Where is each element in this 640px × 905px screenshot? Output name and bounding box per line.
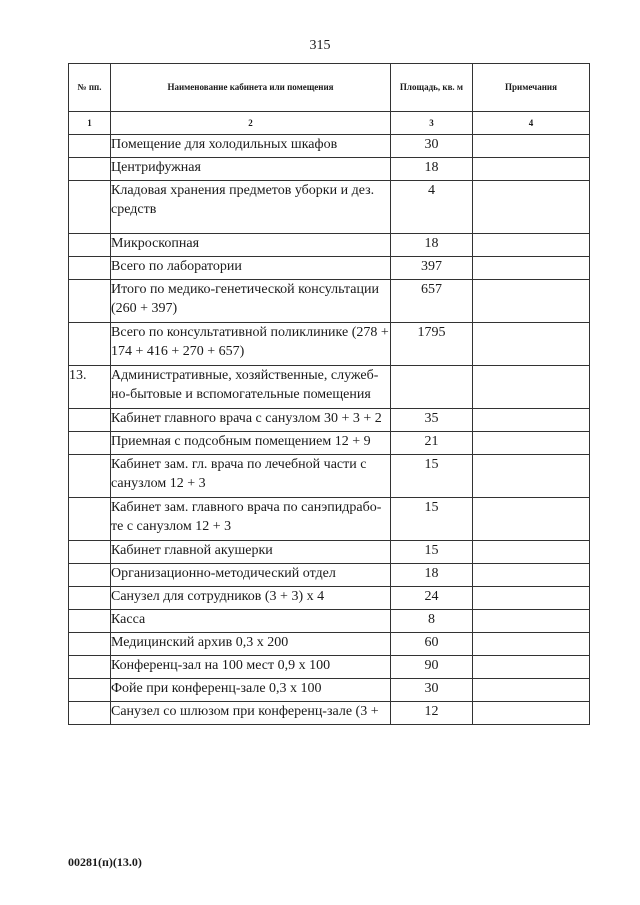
row-index-cell: [69, 181, 111, 234]
notes-cell: [473, 633, 590, 656]
row-index-cell: [69, 633, 111, 656]
column-number-row: [69, 112, 590, 135]
row-index-cell: [69, 455, 111, 498]
area-cell: 30: [391, 679, 473, 702]
table-row: [69, 366, 590, 409]
table-row: [69, 257, 590, 280]
area-cell: 18: [391, 158, 473, 181]
column-number: 1: [69, 112, 111, 135]
row-index-cell: [69, 610, 111, 633]
table-row: [69, 135, 590, 158]
area-cell: 4: [391, 181, 473, 234]
area-cell: 397: [391, 257, 473, 280]
area-cell: 24: [391, 587, 473, 610]
notes-cell: [473, 181, 590, 234]
notes-cell: [473, 498, 590, 541]
room-name-cell: Помещение для холодильных шкафов: [111, 135, 391, 158]
document-code: 00281(п)(13.0): [68, 855, 142, 869]
room-name-cell: Организационно-методический отдел: [111, 564, 391, 587]
room-name-cell: Центрифужная: [111, 158, 391, 181]
notes-cell: [473, 323, 590, 366]
notes-cell: [473, 455, 590, 498]
row-index-cell: [69, 679, 111, 702]
room-name-cell: Административные, хозяйственные, служеб-но-бытовые и вспомогательные помещения: [111, 366, 391, 409]
header-area: Площадь, кв. м: [391, 64, 473, 112]
row-index-cell: 13.: [69, 366, 111, 409]
table-row: [69, 633, 590, 656]
row-index-cell: [69, 409, 111, 432]
header-notes: Примечания: [473, 64, 590, 112]
room-name-cell: Приемная с подсобным помещением 12 + 9: [111, 432, 391, 455]
room-name-cell: Итого по медико-генетической консультации (260 + 397): [111, 280, 391, 323]
room-name-cell: Кабинет зам. гл. врача по лечебной части с санузлом 12 + 3: [111, 455, 391, 498]
table-row: [69, 610, 590, 633]
notes-cell: [473, 541, 590, 564]
area-cell: 30: [391, 135, 473, 158]
table-row: [69, 409, 590, 432]
area-cell: 8: [391, 610, 473, 633]
room-name-cell: Кабинет зам. главного врача по санэпидрабо-те с санузлом 12 + 3: [111, 498, 391, 541]
column-number: 2: [111, 112, 391, 135]
table-row: [69, 702, 590, 725]
room-name-cell: Всего по консультативной поликлинике (278 + 174 + 416 + 270 + 657): [111, 323, 391, 366]
notes-cell: [473, 257, 590, 280]
room-name-cell: Кабинет главной акушерки: [111, 541, 391, 564]
area-cell: 90: [391, 656, 473, 679]
notes-cell: [473, 280, 590, 323]
table-row: [69, 564, 590, 587]
area-cell: 12: [391, 702, 473, 725]
page-number: 315: [309, 38, 331, 53]
row-index-cell: [69, 135, 111, 158]
area-cell: 15: [391, 455, 473, 498]
column-number: 3: [391, 112, 473, 135]
room-name-cell: Кабинет главного врача с санузлом 30 + 3 + 2: [111, 409, 391, 432]
table-row: [69, 432, 590, 455]
table-row: [69, 280, 590, 323]
table-row: [69, 234, 590, 257]
notes-cell: [473, 702, 590, 725]
table-row: [69, 455, 590, 498]
row-index-cell: [69, 564, 111, 587]
notes-cell: [473, 432, 590, 455]
area-cell: 15: [391, 541, 473, 564]
room-name-cell: Микроскопная: [111, 234, 391, 257]
row-index-cell: [69, 158, 111, 181]
room-name-cell: Медицинский архив 0,3 х 200: [111, 633, 391, 656]
area-cell: 1795: [391, 323, 473, 366]
notes-cell: [473, 679, 590, 702]
room-name-cell: Санузел со шлюзом при конференц-зале (3 +: [111, 702, 391, 725]
area-cell: 60: [391, 633, 473, 656]
notes-cell: [473, 135, 590, 158]
table-row: [69, 541, 590, 564]
notes-cell: [473, 366, 590, 409]
header-index: № пп.: [69, 64, 111, 112]
row-index-cell: [69, 323, 111, 366]
row-index-cell: [69, 432, 111, 455]
area-cell: 18: [391, 234, 473, 257]
row-index-cell: [69, 280, 111, 323]
row-index-cell: [69, 234, 111, 257]
row-index-cell: [69, 587, 111, 610]
notes-cell: [473, 409, 590, 432]
room-name-cell: Санузел для сотрудников (3 + 3) х 4: [111, 587, 391, 610]
area-cell: [391, 366, 473, 409]
room-name-cell: Фойе при конференц-зале 0,3 х 100: [111, 679, 391, 702]
table-row: [69, 181, 590, 234]
table-row: [69, 656, 590, 679]
room-name-cell: Касса: [111, 610, 391, 633]
table-row: [69, 158, 590, 181]
row-index-cell: [69, 498, 111, 541]
table-row: [69, 498, 590, 541]
table-row: [69, 323, 590, 366]
row-index-cell: [69, 702, 111, 725]
table-row: [69, 587, 590, 610]
room-name-cell: Конференц-зал на 100 мест 0,9 х 100: [111, 656, 391, 679]
notes-cell: [473, 564, 590, 587]
notes-cell: [473, 656, 590, 679]
area-cell: 15: [391, 498, 473, 541]
table-header-row: [69, 64, 590, 112]
room-name-cell: Кладовая хранения предметов уборки и дез. средств: [111, 181, 391, 234]
room-name-cell: Всего по лаборатории: [111, 257, 391, 280]
area-cell: 21: [391, 432, 473, 455]
header-name: Наименование кабинета или помещения: [111, 64, 391, 112]
rooms-table: [68, 63, 590, 725]
notes-cell: [473, 234, 590, 257]
notes-cell: [473, 587, 590, 610]
column-number: 4: [473, 112, 590, 135]
table-row: [69, 679, 590, 702]
row-index-cell: [69, 541, 111, 564]
area-cell: 18: [391, 564, 473, 587]
row-index-cell: [69, 257, 111, 280]
row-index-cell: [69, 656, 111, 679]
area-cell: 35: [391, 409, 473, 432]
area-cell: 657: [391, 280, 473, 323]
notes-cell: [473, 610, 590, 633]
notes-cell: [473, 158, 590, 181]
table-body: [69, 135, 590, 725]
